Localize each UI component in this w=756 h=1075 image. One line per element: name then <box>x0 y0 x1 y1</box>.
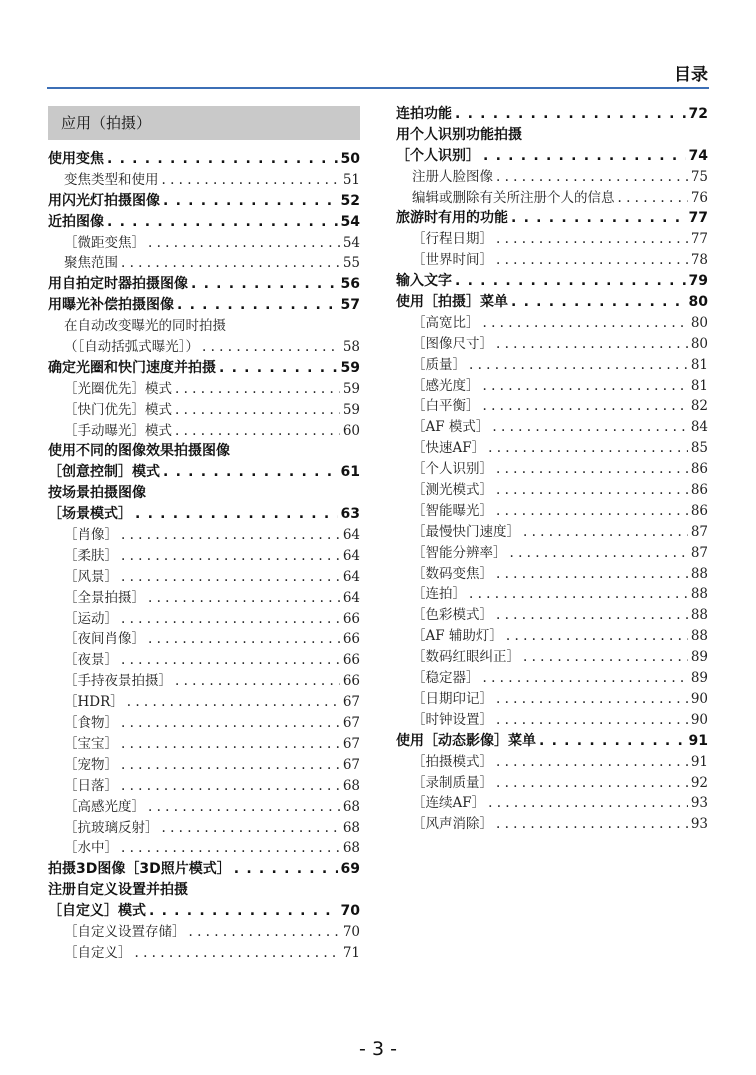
toc-entry[interactable] <box>48 462 360 483</box>
dot-leader <box>496 250 688 271</box>
toc-page-number: 93 <box>690 795 708 812</box>
toc-entry-title: 注册人脸图像 <box>412 168 493 185</box>
toc-page-number: 77 <box>688 210 708 227</box>
toc-entry-title: ［感光度］ <box>412 377 480 394</box>
toc-page-number: 91 <box>688 732 708 749</box>
toc-entry-title: ［柔肤］ <box>64 547 118 564</box>
dot-leader <box>496 501 688 522</box>
toc-entry-title: ［世界时间］ <box>412 252 493 269</box>
toc-right-column <box>396 106 708 835</box>
toc-entry-title: ［快门优先］模式 <box>64 401 172 418</box>
dot-leader <box>162 818 340 839</box>
dot-leader <box>121 755 340 776</box>
dot-leader <box>135 504 338 525</box>
toc-page-number: 67 <box>342 715 360 732</box>
toc-entry-title: ［自定义］ <box>64 944 132 961</box>
toc-entry[interactable] <box>396 188 708 209</box>
toc-entry[interactable] <box>396 167 708 188</box>
dot-leader <box>175 421 340 442</box>
dot-leader <box>469 584 688 605</box>
toc-page-number: 87 <box>690 523 708 540</box>
toc-entry-title: 旅游时有用的功能 <box>396 210 508 227</box>
toc-page-number: 68 <box>342 798 360 815</box>
toc-page-number: 67 <box>342 756 360 773</box>
toc-page-number: 54 <box>340 213 360 230</box>
toc-entry-title: 编辑或删除有关所注册个人的信息 <box>412 189 615 206</box>
dot-leader <box>148 588 340 609</box>
dot-leader <box>175 379 340 400</box>
toc-entry-title: ［全景拍摄］ <box>64 589 145 606</box>
toc-page-number: 66 <box>342 610 360 627</box>
dot-leader <box>523 647 688 668</box>
toc-entry[interactable] <box>396 814 708 835</box>
dot-leader <box>496 814 688 835</box>
toc-entry[interactable] <box>48 149 360 170</box>
toc-entry[interactable] <box>396 480 708 501</box>
toc-page-number: 89 <box>690 649 708 666</box>
toc-entry[interactable] <box>396 417 708 438</box>
toc-entry-title: ［AF 模式］ <box>412 419 490 436</box>
toc-entry-title: ［抗玻璃反射］ <box>64 819 159 836</box>
toc-page-number: 64 <box>342 527 360 544</box>
toc-page-number: 51 <box>342 171 360 188</box>
toc-entry[interactable] <box>396 752 708 773</box>
toc-page-number: 67 <box>342 735 360 752</box>
toc-page-number: 60 <box>342 422 360 439</box>
dot-leader <box>496 229 688 250</box>
toc-entry-title: ［连续AF］ <box>412 795 486 812</box>
toc-page-number: 72 <box>688 106 708 122</box>
toc-entry-title: ［宝宝］ <box>64 735 118 752</box>
toc-entry[interactable] <box>48 191 360 212</box>
toc-entry-title: ［质量］ <box>412 356 466 373</box>
dot-leader <box>121 713 340 734</box>
dot-leader <box>523 522 688 543</box>
toc-entry-title: ［智能曝光］ <box>412 502 493 519</box>
dot-leader <box>455 104 686 125</box>
dot-leader <box>511 292 686 313</box>
dot-leader <box>121 253 340 274</box>
toc-entry-title: ［自定义设置存储］ <box>64 923 186 940</box>
toc-entry[interactable] <box>48 818 360 839</box>
toc-entry-title: ［水中］ <box>64 840 118 857</box>
toc-entry-title: 用曝光补偿拍摄图像 <box>48 297 174 314</box>
toc-page-number: 71 <box>342 944 360 961</box>
toc-page-number: 87 <box>690 544 708 561</box>
toc-entry[interactable] <box>48 943 360 964</box>
toc-page-number: 69 <box>340 861 360 878</box>
toc-entry[interactable] <box>48 504 360 525</box>
dot-leader <box>148 233 340 254</box>
dot-leader <box>121 838 340 859</box>
dot-leader <box>510 543 688 564</box>
header-divider <box>47 87 709 89</box>
toc-page-number: 80 <box>690 335 708 352</box>
toc-entry-title: ［个人识别］ <box>412 461 493 478</box>
toc-entry-title: ［高宽比］ <box>412 314 480 331</box>
toc-entry[interactable] <box>48 337 360 358</box>
toc-entry[interactable] <box>48 212 360 233</box>
dot-leader <box>189 922 340 943</box>
toc-page-number: 70 <box>340 903 360 920</box>
toc-entry[interactable] <box>396 125 708 146</box>
toc-entry[interactable] <box>396 626 708 647</box>
toc-entry[interactable] <box>48 274 360 295</box>
toc-page-number: 81 <box>690 377 708 394</box>
dot-leader <box>202 337 340 358</box>
toc-entry-title: ［高感光度］ <box>64 798 145 815</box>
toc-entry-title: ［时钟设置］ <box>412 711 493 728</box>
dot-leader <box>469 355 688 376</box>
toc-left-column <box>48 106 360 964</box>
toc-page-number: 54 <box>342 234 360 251</box>
toc-page-number: 88 <box>690 607 708 624</box>
toc-page-number: 77 <box>690 231 708 248</box>
toc-entry-title: ［录制质量］ <box>412 774 493 791</box>
toc-page-number: 58 <box>342 339 360 356</box>
toc-entry-title: 用个人识别功能拍摄 <box>396 126 522 143</box>
toc-entry-title: 输入文字 <box>396 273 452 290</box>
toc-entry[interactable] <box>48 901 360 922</box>
toc-entry[interactable] <box>396 731 708 752</box>
toc-page-number: 80 <box>690 314 708 331</box>
toc-entry[interactable] <box>48 483 360 504</box>
toc-entry[interactable] <box>48 713 360 734</box>
toc-entry[interactable] <box>48 797 360 818</box>
toc-entry[interactable] <box>48 358 360 379</box>
toc-entry-title: 在自动改变曝光的同时拍摄 <box>64 318 226 335</box>
dot-leader <box>496 459 688 480</box>
toc-entry-title: ［拍摄模式］ <box>412 753 493 770</box>
toc-entry[interactable] <box>48 922 360 943</box>
toc-entry[interactable] <box>396 355 708 376</box>
toc-entry[interactable] <box>48 295 360 316</box>
toc-page-number: 66 <box>342 673 360 690</box>
toc-page-number: 88 <box>690 628 708 645</box>
dot-leader <box>496 752 688 773</box>
dot-leader <box>121 546 340 567</box>
toc-entry[interactable] <box>48 671 360 692</box>
toc-page-number: 86 <box>690 461 708 478</box>
dot-leader <box>483 146 686 167</box>
dot-leader <box>496 480 688 501</box>
toc-entry-title: ［测光模式］ <box>412 482 493 499</box>
toc-entry-title: ［创意控制］模式 <box>48 464 160 481</box>
toc-entry[interactable] <box>396 584 708 605</box>
toc-entry[interactable] <box>396 208 708 229</box>
toc-entry-title: ［手动曝光］模式 <box>64 422 172 439</box>
dot-leader <box>121 567 340 588</box>
dot-leader <box>163 462 338 483</box>
toc-page-number: 93 <box>690 816 708 833</box>
toc-entry-title: ［宠物］ <box>64 756 118 773</box>
toc-page-number: 86 <box>690 502 708 519</box>
toc-entry-title: ［肖像］ <box>64 527 118 544</box>
toc-entry[interactable] <box>396 146 708 167</box>
toc-entry-title: ［色彩模式］ <box>412 607 493 624</box>
toc-page-number: 67 <box>342 694 360 711</box>
toc-entry[interactable] <box>48 755 360 776</box>
dot-leader <box>539 731 686 752</box>
toc-page-number: 64 <box>342 589 360 606</box>
toc-entry-title: ［光圈优先］模式 <box>64 380 172 397</box>
dot-leader <box>511 208 686 229</box>
dot-leader <box>488 438 688 459</box>
toc-entry[interactable] <box>48 776 360 797</box>
toc-entry[interactable] <box>396 438 708 459</box>
toc-entry-title: 使用不同的图像效果拍摄图像 <box>48 443 230 460</box>
toc-page-number: 79 <box>688 273 708 290</box>
toc-page-number: 76 <box>690 189 708 206</box>
toc-page-number: 90 <box>690 690 708 707</box>
toc-entry[interactable] <box>396 334 708 355</box>
toc-page-number: 84 <box>690 419 708 436</box>
toc-entry-title: ［日落］ <box>64 777 118 794</box>
toc-entry[interactable] <box>48 859 360 880</box>
toc-entry-title: 用自拍定时器拍摄图像 <box>48 276 188 293</box>
toc-entry-title: 变焦类型和使用 <box>64 171 159 188</box>
dot-leader <box>162 170 340 191</box>
toc-entry-title: ［白平衡］ <box>412 398 480 415</box>
dot-leader <box>163 191 338 212</box>
toc-entry-title: ［数码红眼纠正］ <box>412 649 520 666</box>
toc-entry[interactable] <box>48 567 360 588</box>
dot-leader <box>492 417 687 438</box>
dot-leader <box>496 334 688 355</box>
toc-entry-title: ［日期印记］ <box>412 690 493 707</box>
toc-page-number: 78 <box>690 252 708 269</box>
toc-page-number: 68 <box>342 819 360 836</box>
toc-entry-title: 使用［拍摄］菜单 <box>396 294 508 311</box>
toc-entry-title: 用闪光灯拍摄图像 <box>48 192 160 209</box>
toc-entry-title: ［稳定器］ <box>412 670 480 687</box>
toc-entry-title: ［HDR］ <box>64 694 124 711</box>
toc-entry[interactable] <box>48 316 360 337</box>
toc-page-number: 88 <box>690 586 708 603</box>
dot-leader <box>483 313 688 334</box>
dot-leader <box>496 167 688 188</box>
toc-page-number: 50 <box>340 151 360 167</box>
toc-entry[interactable] <box>48 880 360 901</box>
toc-entry[interactable] <box>396 647 708 668</box>
dot-leader <box>191 274 338 295</box>
toc-page-number: 61 <box>340 464 360 481</box>
toc-page-number: 59 <box>342 380 360 397</box>
dot-leader <box>219 358 338 379</box>
toc-entry[interactable] <box>48 525 360 546</box>
dot-leader <box>127 692 340 713</box>
toc-entry[interactable] <box>48 170 360 191</box>
toc-entry-title: ［风声消除］ <box>412 816 493 833</box>
toc-entry[interactable] <box>48 629 360 650</box>
dot-leader <box>121 776 340 797</box>
toc-entry-title: 确定光圈和快门速度并拍摄 <box>48 359 216 376</box>
toc-page-number: 66 <box>342 652 360 669</box>
toc-entry[interactable] <box>48 546 360 567</box>
toc-entry[interactable] <box>48 400 360 421</box>
toc-entry[interactable] <box>48 734 360 755</box>
toc-entry-title: ［个人识别］ <box>396 147 480 164</box>
toc-page-number: 91 <box>690 753 708 770</box>
toc-entry[interactable] <box>48 441 360 462</box>
toc-entry[interactable] <box>48 692 360 713</box>
toc-page-number: 59 <box>342 401 360 418</box>
toc-page-number: 89 <box>690 670 708 687</box>
toc-entry[interactable] <box>396 250 708 271</box>
toc-page-number: 86 <box>690 482 708 499</box>
dot-leader <box>496 605 688 626</box>
toc-page-number: 55 <box>342 255 360 272</box>
toc-page-number: 68 <box>342 840 360 857</box>
toc-entry-title: 注册自定义设置并拍摄 <box>48 882 188 899</box>
toc-page-number: 80 <box>688 294 708 311</box>
dot-leader <box>121 525 340 546</box>
toc-entry-title: ［行程日期］ <box>412 231 493 248</box>
toc-entry[interactable] <box>48 588 360 609</box>
toc-entry[interactable] <box>396 292 708 313</box>
toc-entry[interactable] <box>396 668 708 689</box>
toc-entry-title: ［食物］ <box>64 715 118 732</box>
toc-entry-title: 使用［动态影像］菜单 <box>396 732 536 749</box>
toc-entry[interactable] <box>48 233 360 254</box>
dot-leader <box>121 609 340 630</box>
dot-leader <box>496 564 688 585</box>
section-heading: 应用（拍摄） <box>48 106 360 140</box>
dot-leader <box>483 668 688 689</box>
toc-entry[interactable] <box>396 313 708 334</box>
toc-entry[interactable] <box>396 522 708 543</box>
toc-page-number: 68 <box>342 777 360 794</box>
page-header-title: 目录 <box>674 65 708 85</box>
toc-entry[interactable] <box>396 793 708 814</box>
toc-page-number: 82 <box>690 398 708 415</box>
toc-entry[interactable] <box>396 229 708 250</box>
dot-leader <box>121 734 340 755</box>
toc-page-number: 81 <box>690 356 708 373</box>
dot-leader <box>488 793 688 814</box>
toc-page-number: 92 <box>690 774 708 791</box>
toc-page-number: 74 <box>688 147 708 164</box>
dot-leader <box>483 376 688 397</box>
toc-entry[interactable] <box>396 564 708 585</box>
toc-entry-title: ［自定义］模式 <box>48 903 146 920</box>
toc-page-number: 52 <box>340 192 360 209</box>
toc-page-number: 85 <box>690 440 708 457</box>
dot-leader <box>148 797 340 818</box>
toc-entry[interactable] <box>396 773 708 794</box>
toc-page-number: 88 <box>690 565 708 582</box>
dot-leader <box>177 295 338 316</box>
dot-leader <box>618 188 688 209</box>
toc-page-number: 90 <box>690 711 708 728</box>
toc-entry[interactable] <box>48 379 360 400</box>
toc-page-number: 56 <box>340 276 360 293</box>
toc-entry-title: ［手持夜景拍摄］ <box>64 673 172 690</box>
toc-entry[interactable] <box>396 271 708 292</box>
toc-entry[interactable] <box>396 104 708 125</box>
dot-leader <box>496 773 688 794</box>
toc-page-number: 66 <box>342 631 360 648</box>
dot-leader <box>506 626 688 647</box>
dot-leader <box>175 671 340 692</box>
toc-entry[interactable] <box>48 421 360 442</box>
toc-page-number: 64 <box>342 568 360 585</box>
dot-leader <box>121 650 340 671</box>
toc-entry[interactable] <box>48 838 360 859</box>
toc-entry-title: （［自动括弧式曝光］） <box>64 339 199 356</box>
toc-entry-title: ［连拍］ <box>412 586 466 603</box>
dot-leader <box>148 629 340 650</box>
toc-page-number: 59 <box>340 359 360 376</box>
toc-entry-title: 近拍图像 <box>48 213 104 230</box>
toc-page-number: 64 <box>342 547 360 564</box>
toc-entry[interactable] <box>396 459 708 480</box>
toc-page-number: 63 <box>340 506 360 523</box>
toc-page-number: 70 <box>342 923 360 940</box>
toc-page-number: 57 <box>340 297 360 314</box>
toc-entry[interactable] <box>48 253 360 274</box>
toc-entry-title: ［AF 辅助灯］ <box>412 628 503 645</box>
toc-entry[interactable] <box>396 710 708 731</box>
toc-entry-title: ［数码变焦］ <box>412 565 493 582</box>
toc-entry-title: ［风景］ <box>64 568 118 585</box>
toc-entry[interactable] <box>396 376 708 397</box>
dot-leader <box>149 901 338 922</box>
dot-leader <box>107 212 338 233</box>
toc-entry[interactable] <box>396 501 708 522</box>
dot-leader <box>234 859 338 880</box>
toc-entry-title: ［最慢快门速度］ <box>412 523 520 540</box>
dot-leader <box>496 710 688 731</box>
dot-leader <box>175 400 340 421</box>
page-number: - 3 - <box>359 1038 397 1060</box>
toc-entry[interactable] <box>396 396 708 417</box>
toc-entry-title: ［快速AF］ <box>412 440 486 457</box>
dot-leader <box>107 149 338 170</box>
toc-entry[interactable] <box>48 650 360 671</box>
toc-entry[interactable] <box>396 543 708 564</box>
toc-entry-title: ［智能分辨率］ <box>412 544 507 561</box>
toc-entry[interactable] <box>396 689 708 710</box>
toc-entry-title: ［图像尺寸］ <box>412 335 493 352</box>
dot-leader <box>135 943 340 964</box>
dot-leader <box>483 396 688 417</box>
toc-entry-title: ［夜景］ <box>64 652 118 669</box>
toc-page-number: 75 <box>690 168 708 185</box>
toc-entry-title: ［场景模式］ <box>48 506 132 523</box>
toc-entry-title: ［微距变焦］ <box>64 234 145 251</box>
toc-entry-title: 连拍功能 <box>396 106 452 122</box>
toc-entry-title: 聚焦范围 <box>64 255 118 272</box>
toc-entry-title: ［夜间肖像］ <box>64 631 145 648</box>
dot-leader <box>455 271 686 292</box>
toc-entry[interactable] <box>48 609 360 630</box>
toc-entry-title: 按场景拍摄图像 <box>48 485 146 502</box>
toc-entry[interactable] <box>396 605 708 626</box>
dot-leader <box>496 689 688 710</box>
toc-entry-title: ［运动］ <box>64 610 118 627</box>
toc-entry-title: 拍摄3D图像［3D照片模式］ <box>48 861 231 878</box>
toc-entry-title: 使用变焦 <box>48 151 104 167</box>
